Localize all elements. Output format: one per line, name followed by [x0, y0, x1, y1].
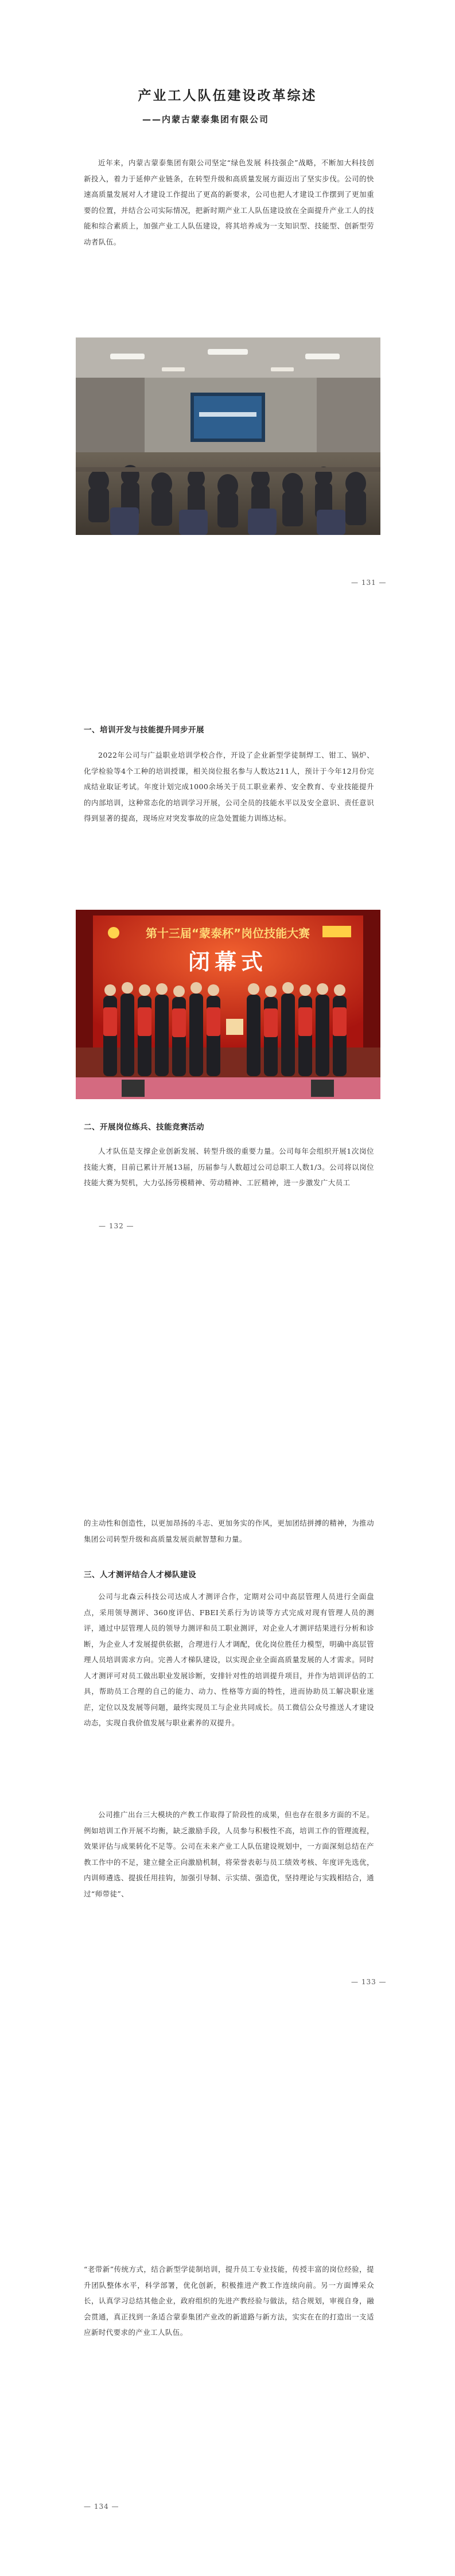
closing-paragraph: “老带新”传统方式，结合新型学徒制培训，提升员工专业技能，传授丰富的岗位经验，提升团队整体水平，科学部署，优化创新，积极推进产教工作连续向前。另一方面博采众长，认真学习总结其他企业，政府组织的先进产教经验与做法，结合规划，审视自身，融会贯通，真正找到一条适合蒙泰集团产业改的新道路与新方法，实实在在的打造出一支适应新时代要求的产业工人队伍。 — [84, 2265, 374, 2337]
page-number-131: — 131 — — [351, 579, 387, 587]
page-number-134: — 134 — — [84, 2503, 119, 2511]
page-title: 产业工人队伍建设改革综述 — [138, 88, 317, 103]
page-subtitle: ——内蒙古蒙泰集团有限公司 — [142, 114, 270, 125]
section2-paragraph-part2: 的主动性和创造性，以更加昂扬的斗志、更加务实的作风，更加团结拼搏的精神，为推动集团公司转型升级和高质量发展贡献智慧和力量。 — [84, 1519, 374, 1543]
ceremony-photo — [76, 910, 380, 1099]
page-number-132: — 132 — — [99, 1222, 134, 1230]
ceremony-banner-line2: 闭幕式 — [188, 949, 268, 975]
section3-paragraph-1: 公司与北森云科技公司达成人才测评合作，定期对公司中高层管理人员进行全面盘点，采用领导测评、360度评估、FBEI关系行为访谈等方式完成对现有管理人员的测评，通过中层管理人员的领导力测评和员工职业测评，对企业人才测评结果进行分析和诊断，为企业人才发展提供依据，合理进行人才调配，优化岗位胜任力模型，明确中高层管理人员培训需求方向。完善人才梯队建设，以实现企业全面高质量发展的人才需求。同时人才测评可对员工做出职业发展诊断，安排针对性的培训提升项目，并作为培训评估的工具，帮助员工合理的自己的能力、动力、性格等方面的特性，进而协助员工解决职业迷茫，定位以及发展等问题，最终实现员工与企业共同成长。员工微信公众号推送人才建设动态，实现自我价值发展与职业素养的双提升。 — [84, 1592, 374, 1727]
page-number-133: — 133 — — [351, 1978, 387, 1986]
section1-heading: 一、培训开发与技能提升同步开展 — [84, 726, 204, 735]
ceremony-banner-line1: 第十三届“蒙泰杯”岗位技能大赛 — [145, 926, 310, 940]
section2-paragraph-part1: 人才队伍是支撑企业创新发展、转型升级的重要力量。公司每年会组织开展1次岗位技能大赛，目前已累计开展13届，历届参与人数超过公司总职工人数1/3。公司将以岗位技能大赛为契机，大力弘扬劳模精神、劳动精神、工匠精神，进一步激发广大员工 — [84, 1147, 374, 1187]
section1-paragraph: 2022年公司与广益职业培训学校合作，开设了企业新型学徒制焊工、钳工、锅炉、化学检验等4个工种的培训授课，相关岗位报名参与人数达211人，预计于今年12月份完成结业取证考试。年度计划完成1000余场关于员工职业素养、安全教育、专业技能提升的内部培训，这种常态化的培训学习开展，公司全员的技能水平以及安全意识、责任意识得到显著的提高，现场应对突发事故的应急处置能力训练达标。 — [84, 751, 374, 823]
meeting-room-photo — [76, 337, 380, 535]
intro-paragraph: 近年来，内蒙古蒙泰集团有限公司坚定“绿色发展 科技强企”战略，不断加大科技创新投入，着力于延伸产业链条，在转型升级和高质量发展方面迈出了坚实步伐。公司的快速高质量发展对人才建设工作提出了更高的新要求，公司也把人才建设工作摆到了更加重要的位置，并结合公司实际情况，把新时期产业工人队伍建设放在全面提升产业工人的技能和综合素质上，加强产业工人队伍建设，将其培养成为一支知识型、技能型、创新型劳动者队伍。 — [84, 158, 374, 246]
section3-paragraph-2: 公司推广出台三大模块的产教工作取得了阶段性的成果，但也存在很多方面的不足。例如培训工作开展不均衡，缺乏激励手段，人员参与积极性不高，培训工作的管理流程，效果评估与成果转化不足等。公司在未来产业工人队伍建设规划中，一方面深刻总结在产教工作中的不足，建立健全正向激励机制，将荣誉表彰与员工绩效考核、年度评先选优，内训师遴选、提拔任用挂钩，加强引导制、示实绩、强造优，坚持理论与实践相结合，通过“师带徒”、 — [84, 1810, 374, 1898]
section2-heading: 二、开展岗位练兵、技能竞赛活动 — [84, 1123, 204, 1132]
section3-heading: 三、人才测评结合人才梯队建设 — [84, 1570, 196, 1580]
